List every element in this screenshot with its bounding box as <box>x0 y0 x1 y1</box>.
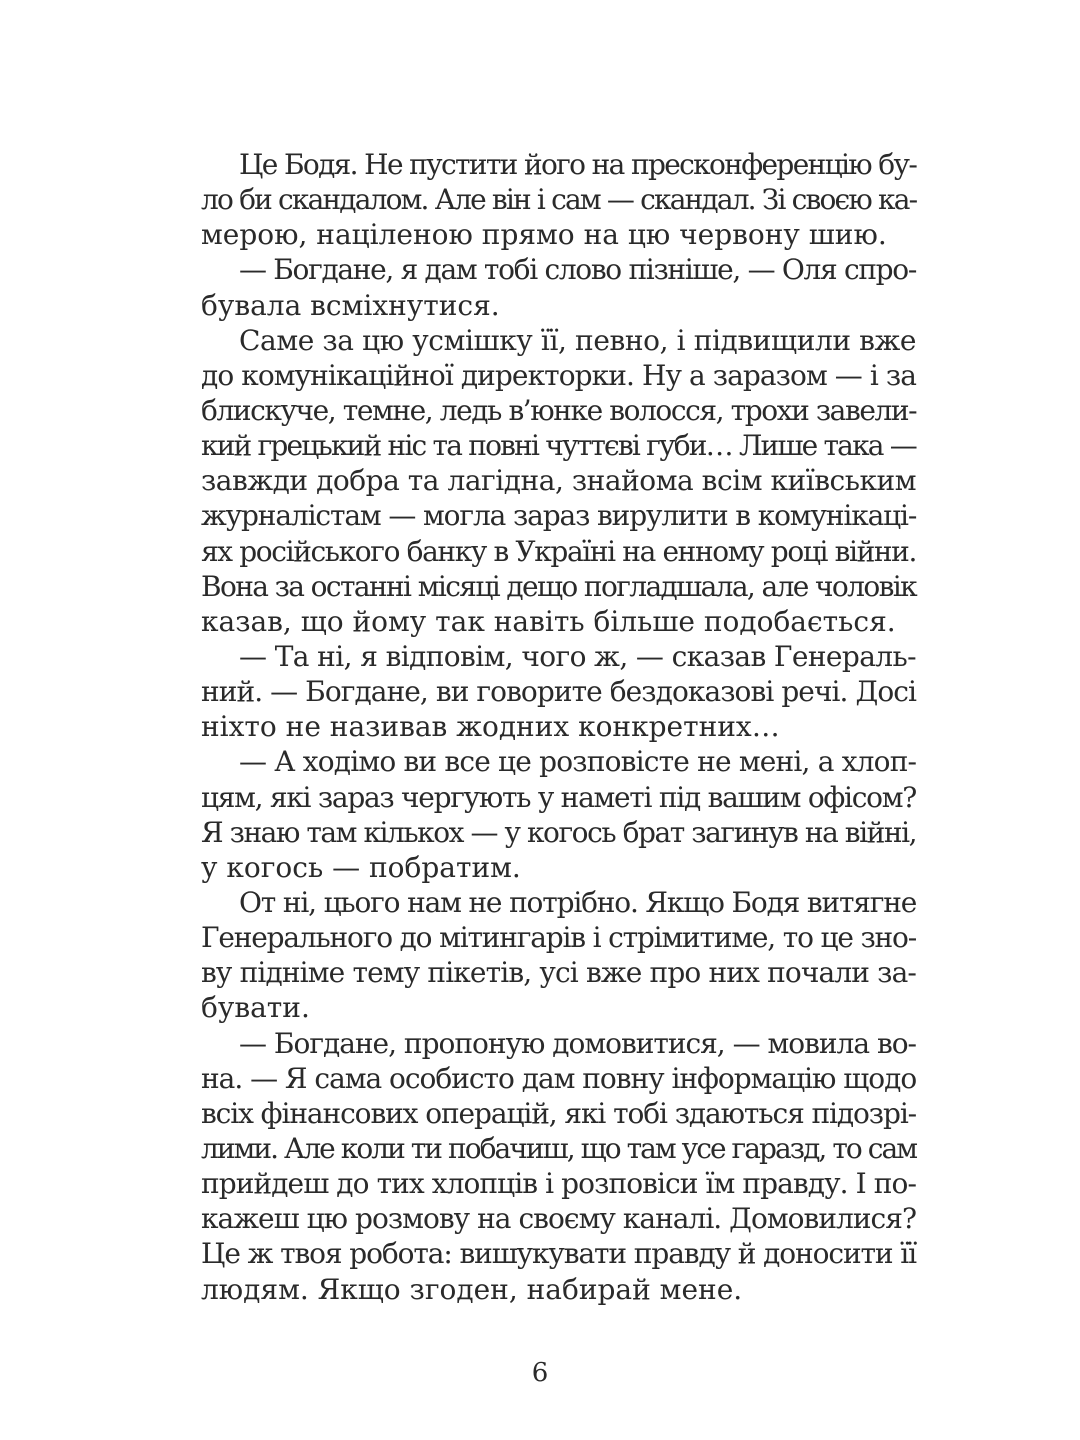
text-line: блискуче, темне, ледь в’юнке волосся, трохи завели- <box>201 393 917 427</box>
text-line: Я знаю там кількох — у когось брат загинув на війні, <box>201 815 917 849</box>
text-line: ях російського банку в Україні на енному році війни. <box>201 534 916 568</box>
text-line: Це Бодя. Не пустити його на пресконференцію бу- <box>239 148 917 181</box>
text-line: людям. Якщо згоден, набирай мене. <box>201 1272 743 1306</box>
text-line: прийдеш до тих хлопців і розповіси їм правду. І по- <box>201 1167 916 1201</box>
text-line: — Богдане, я дам тобі слово пізніше, — Оля спро- <box>239 253 916 287</box>
page-number: 6 <box>531 1358 549 1388</box>
text-line: Це ж твоя робота: вишукувати правду й доносити її <box>201 1237 916 1271</box>
text-line: — А ходімо ви все це розповісте не мені, а хлоп- <box>239 745 917 779</box>
text-line: всіх фінансових операцій, які тобі здаються підозрі- <box>201 1096 917 1130</box>
text-line: у когось — побратим. <box>201 850 521 884</box>
text-line: — Богдане, пропоную домовитися, — мовила во- <box>239 1026 916 1060</box>
text-line: кий грецький ніс та повні чуттєві губи… Лише така — <box>201 429 916 463</box>
text-line: цям, які зараз чергують у наметі під вашим офісом? <box>201 780 916 814</box>
text-line: Генерального до мітингарів і стрімитиме, то це зно- <box>201 921 916 955</box>
text-line: казав, що йому так навіть більше подобається. <box>201 604 896 638</box>
text-line: ло би скандалом. Але він і сам — скандал. Зі своєю ка- <box>201 183 917 217</box>
text-line: лими. Але коли ти побачиш, що там усе гаразд, то сам <box>201 1131 917 1165</box>
text-line: Вона за останні місяці дещо погладшала, але чоловік <box>201 569 916 603</box>
text-line: ніхто не називав жодних конкретних… <box>201 710 780 744</box>
body-text <box>201 147 916 1307</box>
text-line: кажеш цю розмову на своєму каналі. Домовилися? <box>201 1202 916 1236</box>
text-line: до комунікаційної директорки. Ну а заразом — і за <box>201 358 916 392</box>
text-line: бувати. <box>201 991 310 1025</box>
text-line: мерою, націленою прямо на цю червону шию. <box>201 218 887 252</box>
text-line: завжди добра та лагідна, знайома всім київським <box>201 464 917 498</box>
text-line: ний. — Богдане, ви говорите бездоказові речі. Досі <box>201 675 917 709</box>
text-line: бувала всміхнутися. <box>201 288 500 322</box>
text-line: От ні, цього нам не потрібно. Якщо Бодя витягне <box>239 885 917 919</box>
text-line: Саме за цю усмішку її, певно, і підвищили вже <box>239 323 917 357</box>
text-line: журналістам — могла зараз вирулити в комунікаці- <box>201 499 917 533</box>
text-line: на. — Я сама особисто дам повну інформацію щодо <box>201 1061 917 1095</box>
text-line: ву підніме тему пікетів, усі вже про них почали за- <box>201 956 916 990</box>
text-line: — Та ні, я відповім, чого ж, — сказав Генераль- <box>239 639 916 673</box>
